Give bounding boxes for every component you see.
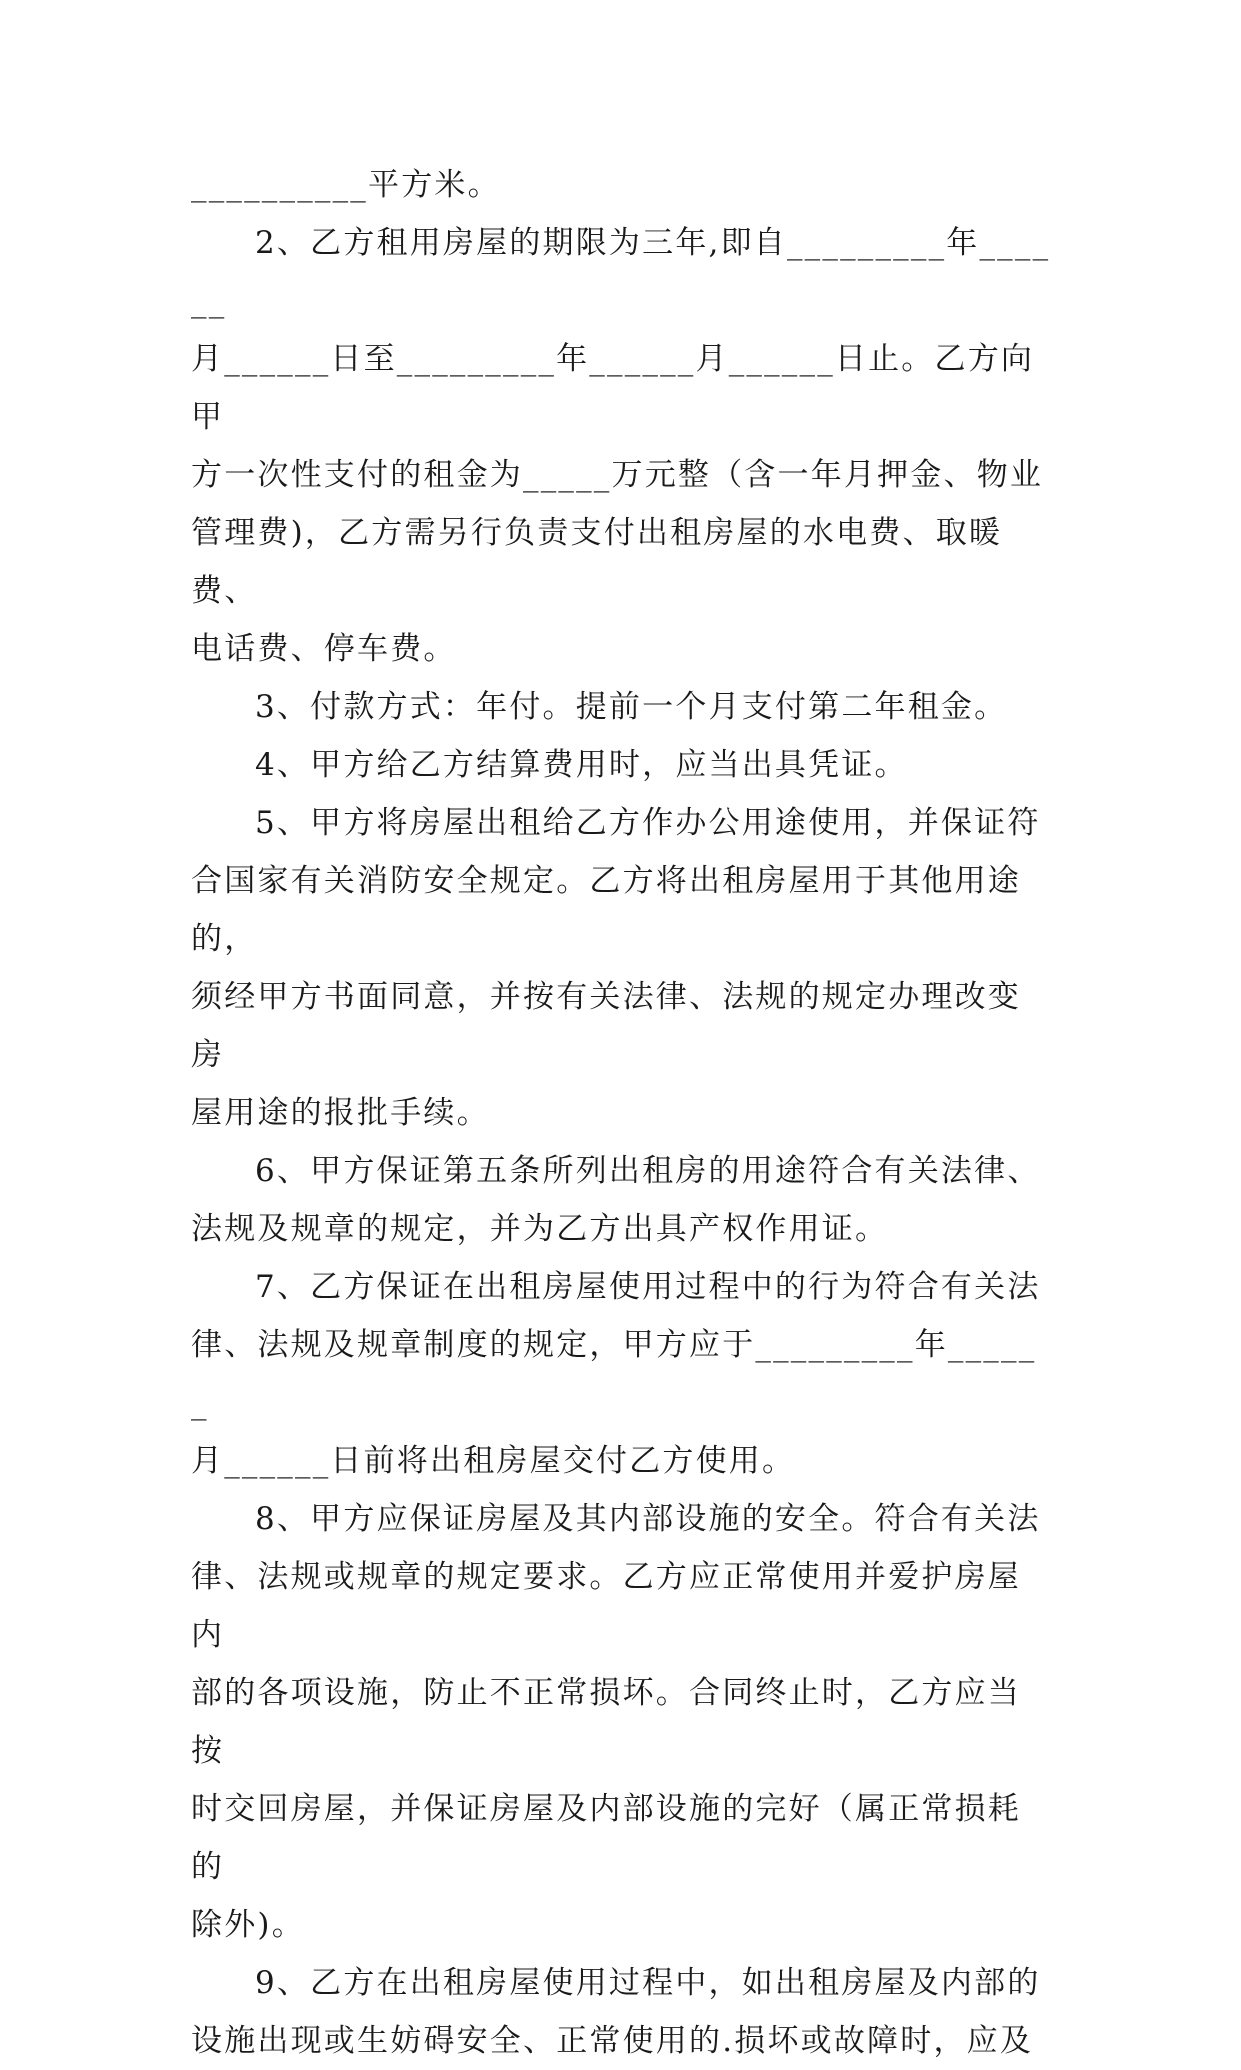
text-line: 5、甲方将房屋出租给乙方作办公用途使用，并保证符 <box>255 805 1041 841</box>
text-line: 8、甲方应保证房屋及其内部设施的安全。符合有关法 <box>255 1501 1041 1537</box>
text-line: 6、甲方保证第五条所列出租房的用途符合有关法律、 <box>255 1153 1041 1189</box>
text-line: 2、乙方租用房屋的期限为三年,即自_________年______ <box>191 225 1051 319</box>
paragraph-p4 <box>191 736 1053 794</box>
paragraph-p2 <box>191 214 1053 678</box>
text-line: 4、甲方给乙方结算费用时，应当出具凭证。 <box>255 747 908 783</box>
text-line: 时交回房屋，并保证房屋及内部设施的完好（属正常损耗的 <box>191 1791 1021 1885</box>
paragraph-p7 <box>191 1258 1053 1490</box>
text-line: 律、法规或规章的规定要求。乙方应正常使用并爱护房屋内 <box>191 1559 1021 1653</box>
text-line: 部的各项设施，防止不正常损坏。合同终止时，乙方应当按 <box>191 1675 1021 1769</box>
text-line: 管理费)，乙方需另行负责支付出租房屋的水电费、取暖费、 <box>191 515 1003 609</box>
paragraph-p3 <box>191 678 1053 736</box>
document-body <box>191 156 1053 2070</box>
text-line: 7、乙方保证在出租房屋使用过程中的行为符合有关法 <box>255 1269 1041 1305</box>
text-line: 月______日至_________年______月______日止。乙方向甲 <box>191 341 1035 435</box>
paragraph-p8 <box>191 1490 1053 1954</box>
text-line: 法规及规章的规定，并为乙方出具产权作用证。 <box>191 1211 889 1247</box>
paragraph-p6 <box>191 1142 1053 1258</box>
paragraph-p0 <box>191 156 1053 214</box>
text-line: 方一次性支付的租金为_____万元整（含一年月押金、物业 <box>191 457 1044 493</box>
text-line: 除外)。 <box>191 1907 305 1943</box>
paragraph-p5 <box>191 794 1053 1142</box>
text-line: 设施出现或生妨碍安全、正常使用的.损坏或故障时，应及 <box>191 2023 1034 2059</box>
text-line: 律、法规及规章制度的规定，甲方应于_________年______ <box>191 1327 1037 1421</box>
text-line: 电话费、停车费。 <box>191 631 457 667</box>
text-line: 须经甲方书面同意，并按有关法律、法规的规定办理改变房 <box>191 979 1021 1073</box>
text-line: 9、乙方在出租房屋使用过程中，如出租房屋及内部的 <box>255 1965 1041 2001</box>
text-line: 屋用途的报批手续。 <box>191 1095 490 1131</box>
text-line: 合国家有关消防安全规定。乙方将出租房屋用于其他用途的， <box>191 863 1021 957</box>
text-line: __________平方米。 <box>191 167 501 203</box>
text-line: 月______日前将出租房屋交付乙方使用。 <box>191 1443 796 1479</box>
text-line: 3、付款方式：年付。提前一个月支付第二年租金。 <box>255 689 1008 725</box>
paragraph-p9 <box>191 1954 1053 2070</box>
